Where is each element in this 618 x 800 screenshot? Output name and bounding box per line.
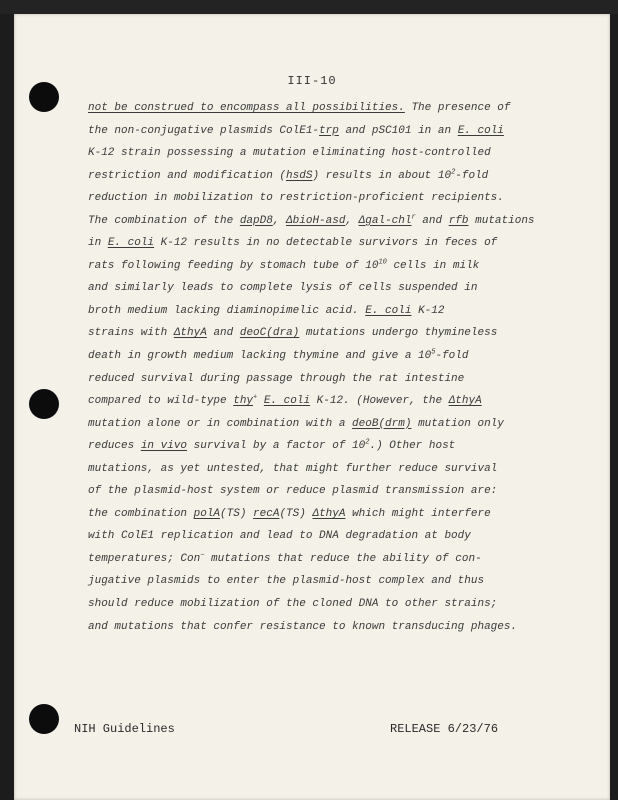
superscript: 10 [378,258,387,267]
underlined-term: deoC(dra) [239,327,300,340]
text-line [88,480,498,503]
text-run: death in growth medium lacking thymine and give a 10 [88,350,432,363]
text-line [88,413,504,436]
superscript: 2 [365,438,370,447]
underlined-term: thy [233,395,254,408]
text-run: and [206,327,240,340]
underlined-term: ΔthyA [448,395,482,408]
text-line [88,570,488,593]
text-line [88,368,488,391]
underlined-term: rfb [448,214,469,227]
text-line [88,322,498,345]
text-line [88,187,504,210]
underlined-term: trp [319,124,339,137]
text-line [88,210,535,233]
text-line [88,548,488,571]
text-run: which might interfere [345,507,491,520]
text-run: with ColE1 replication and lead to DNA degradation at body [88,530,471,543]
underlined-term: E. coli [457,124,504,137]
text-run: (TS) [220,507,254,520]
text-line [88,458,498,481]
text-run: jugative plasmids to enter the plasmid-host complex and thus [88,575,485,588]
text-run: rats following feeding by stomach tube of 10 [88,259,379,272]
text-run: (TS) [279,507,313,520]
text-run: K-12 results in no detectable survivors in feces of [154,237,498,250]
text-run: cells in milk [386,259,480,272]
text-run: reduces [88,440,141,453]
text-run: and pSC101 in an [338,124,458,137]
superscript: − [200,551,205,560]
text-line [88,300,488,323]
text-run: restriction and modification ( [88,169,287,182]
text-line [88,165,488,188]
underlined-term: ΔthyA [312,507,346,520]
text-run: and similarly leads to complete lysis of cells suspended in [88,282,478,295]
text-run: of the plasmid-host system or reduce plasmid transmission are: [88,485,498,498]
punch-hole-bottom [29,704,59,734]
punch-hole-middle [29,389,59,419]
text-line [88,435,488,458]
text-run: compared to wild-type [88,395,234,408]
text-run: broth medium lacking diaminopimelic acid. [88,304,366,317]
text-run: K-12 strain possessing a mutation eliminating host-controlled [88,147,491,160]
text-run: mutations, as yet untested, that might further reduce survival [88,462,498,475]
text-line [88,390,488,413]
text-line [88,616,518,639]
text-run [257,395,264,407]
page-number: III-10 [287,74,337,88]
text-run: and mutations that confer resistance to known transducing phages. [88,620,518,633]
document-page [14,14,610,800]
text-run: in [88,237,108,250]
underlined-term: E. coli [107,237,155,250]
text-run: the non-conjugative plasmids ColE1- [88,124,320,137]
text-run: -fold [435,350,469,363]
text-run: .) Other host [369,440,456,453]
scan-border-top [0,0,618,14]
text-run: strains with [88,327,174,340]
text-line [88,503,491,526]
text-run: mutations that reduce the ability of con- [204,552,482,565]
underlined-term: E. coli [263,395,311,408]
underlined-term: deoB(drm) [352,417,412,430]
text-run: reduced survival during passage through the rat intestine [88,372,465,385]
underlined-term: E. coli [365,304,412,317]
text-line [88,97,511,120]
text-line [88,255,488,278]
text-run: mutation only [411,417,504,430]
text-run: the combination [88,507,194,520]
underlined-term: polA [193,507,221,520]
text-line [88,593,498,616]
text-run: reduction in mobilization to restriction-proficient recipients. [88,192,504,205]
text-run: -fold [455,169,489,182]
text-run: survival by a factor of 10 [187,440,366,453]
text-run: K-12 [411,304,445,317]
text-run: K-12. (However, the [310,395,449,408]
footer-guidelines: NIH Guidelines [74,722,175,736]
superscript: 2 [451,167,456,176]
text-line [88,277,488,300]
text-run: ) results in about 10 [312,169,452,182]
text-run: The presence of [404,102,511,114]
text-run: and [415,214,449,227]
text-run: mutation alone or in combination with a [88,417,353,430]
text-line [88,120,504,143]
underlined-term: in vivo [140,440,188,453]
text-run: , [345,214,359,227]
text-line [88,345,488,368]
superscript: r [411,213,416,222]
text-line [88,142,491,165]
underlined-term: ΔthyA [173,327,207,340]
text-run: should reduce mobilization of the cloned DNA to other strains; [88,598,498,611]
text-run: mutations undergo thymineless [299,327,498,340]
underlined-term: ΔbioH-asd [286,214,346,227]
text-run: temperatures; Con [88,552,201,565]
text-line [88,232,498,255]
text-run: mutations [468,214,535,227]
text-line [88,525,488,548]
superscript: + [253,393,258,402]
underlined-term: hsdS [286,169,313,182]
underlined-term: Δgal-chl [358,214,412,227]
text-run: The combination of the [88,214,240,227]
footer-release: RELEASE 6/23/76 [390,722,499,736]
superscript: 5 [431,348,436,357]
underlined-term: dapD8 [239,214,273,227]
text-run: , [272,214,287,227]
body-text [88,97,535,638]
underlined-term: not be construed to encompass all possibilities. [88,102,405,114]
underlined-term: recA [253,507,280,520]
